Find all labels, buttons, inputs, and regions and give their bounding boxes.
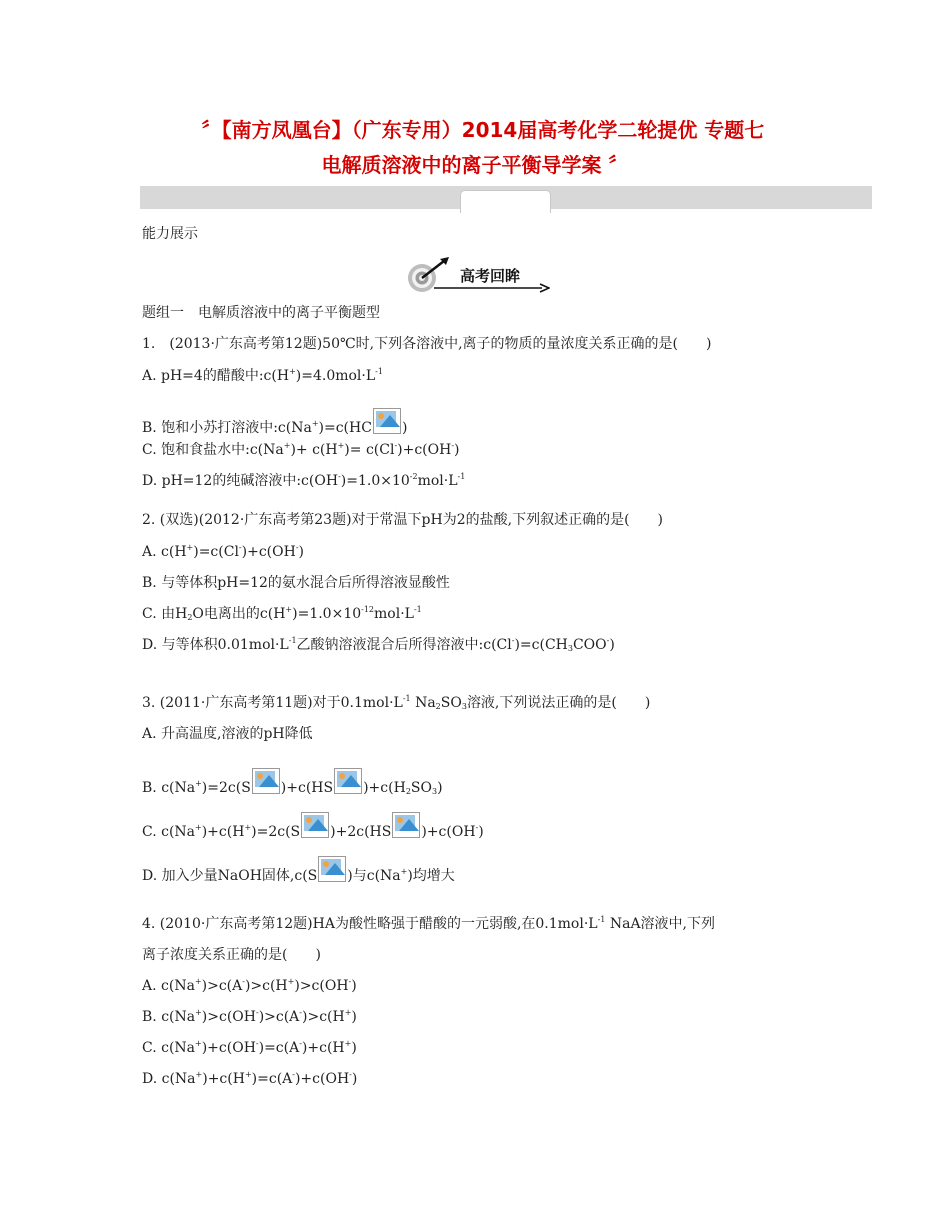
missing-image-icon	[252, 768, 280, 794]
q2-stem: 2. (双选)(2012·广东高考第23题)对于常温下pH为2的盐酸,下列叙述正确的是( )	[142, 512, 663, 528]
missing-image-icon	[392, 812, 420, 838]
q4-option-b: B. c(Na+)>c(OH-)>c(A-)>c(H+)	[142, 1008, 357, 1025]
gaokao-logo	[404, 257, 550, 295]
q2-option-a: A. c(H+)=c(Cl-)+c(OH-)	[142, 543, 304, 560]
q3-option-d: D. 加入少量NaOH固体,c(S )与c(Na+)均增大	[142, 856, 455, 885]
q3-option-c: C. c(Na+)+c(H+)=2c(S )+2c(HS )+c(OH-)	[142, 812, 484, 841]
section-label: 能力展示	[142, 226, 198, 242]
target-arrow-icon	[404, 257, 550, 295]
q2-option-c: C. 由$H_2O$电离出的$c(H^+)=1.0\times 10^{-12}mol\cdot L^{-1}$	[142, 605, 422, 622]
q1-option-b: B. 饱和小苏打溶液中:c(Na+)=c(HC )	[142, 408, 407, 437]
q1-option-a: A. pH=4的醋酸中$:c(H^+)=4.0mol\cdot L^{-1}$	[142, 367, 383, 384]
q2-option-d: D. 与等体积$0.01mol\cdot L^{-1}$乙酸钠溶液混合后所得溶液中$:c(Cl^-)=c(CH_3COO^-)$	[142, 636, 615, 653]
header-tab	[460, 190, 551, 213]
q4-option-c: C. c(Na+)+c(OH-)=c(A-)+c(H+)	[142, 1039, 357, 1056]
q1-stem: 1. (2013·广东高考第12题)50℃时,下列各溶液中,离子的物质的量浓度关系正确的是( )	[142, 336, 712, 352]
q1-option-d: D. pH=12的纯碱溶液中$:c(OH^-)=1.0\times 10^{-2}mol\cdot L^{-1}$	[142, 472, 466, 489]
missing-image-icon	[318, 856, 346, 882]
q3-option-b: B. c(Na+)=2c(S )+c(HS )$+c(H_2SO_3)$	[142, 768, 443, 797]
q1-option-c: C. 饱和食盐水中:c(Na+)+ c(H+)= c(Cl-)+c(OH-)	[142, 441, 460, 458]
missing-image-icon	[373, 408, 401, 434]
header-band	[140, 186, 872, 209]
q3-stem: 3. (2011·广东高考第11题)对于$0.1mol\cdot L^{-1}$ $Na_2SO_3$溶液,下列说法正确的是( )	[142, 694, 651, 711]
doc-title-line1: 〞【南方凤凰台】（广东专用）2014届高考化学二轮提优 专题七	[201, 118, 765, 142]
logo-text: 高考回眸	[460, 267, 521, 285]
group-heading: 题组一 电解质溶液中的离子平衡题型	[142, 305, 380, 321]
q4-option-d: D. c(Na+)+c(H+)=c(A-)+c(OH-)	[142, 1070, 358, 1087]
q4-option-a: A. c(Na+)>c(A-)>c(H+)>c(OH-)	[142, 977, 357, 994]
missing-image-icon	[301, 812, 329, 838]
doc-title-line2: 电解质溶液中的离子平衡导学案 〞	[321, 153, 629, 177]
q2-option-b: B. 与等体积pH=12的氨水混合后所得溶液显酸性	[142, 575, 450, 591]
missing-image-icon	[334, 768, 362, 794]
q4-stem-line1: 4. (2010·广东高考第12题)HA为酸性略强于醋酸的一元弱酸,在$0.1mol\cdot L^{-1}$ NaA溶液中,下列	[142, 915, 715, 932]
q4-stem-line2: 离子浓度关系正确的是( )	[142, 947, 321, 963]
q3-option-a: A. 升高温度,溶液的pH降低	[142, 726, 313, 742]
